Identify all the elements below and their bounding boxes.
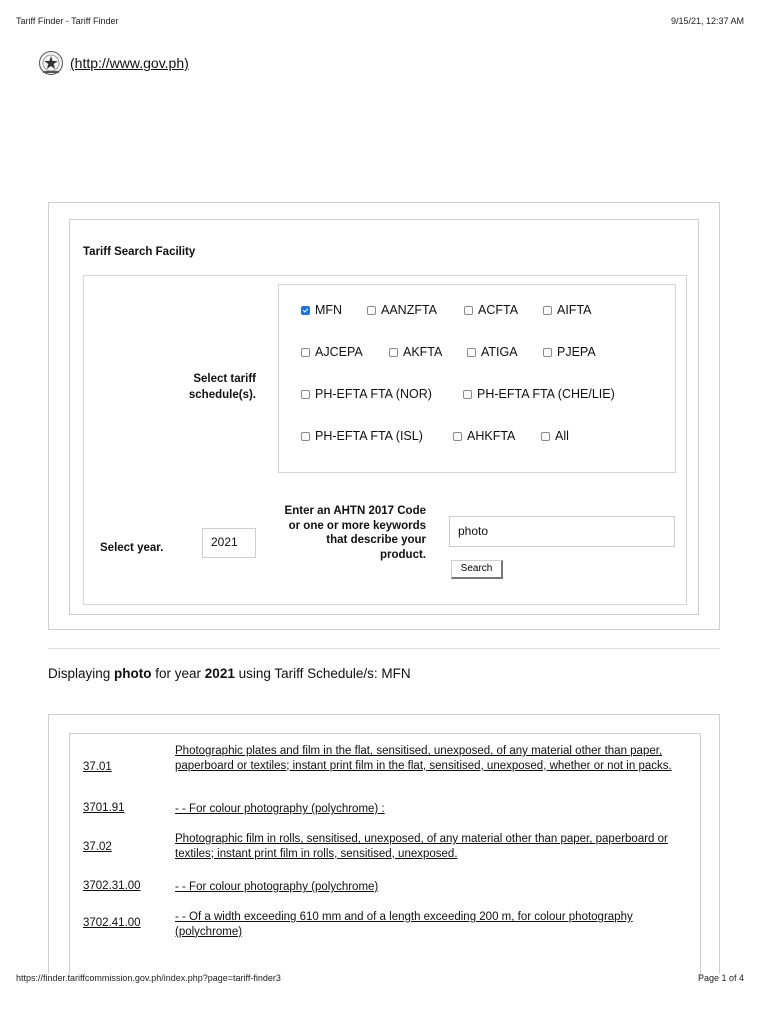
- checkbox-label: PH-EFTA FTA (CHE/LIE): [477, 387, 615, 401]
- schedule-option-atiga[interactable]: [467, 345, 518, 359]
- summary-prefix: Displaying: [48, 666, 115, 681]
- facility-title: Tariff Search Facility: [83, 246, 196, 258]
- checkbox-label: MFN: [315, 303, 343, 317]
- checkbox-label: AHKFTA: [467, 429, 516, 443]
- schedule-option-acfta[interactable]: [464, 303, 518, 317]
- philippine-seal-icon: [38, 50, 64, 76]
- print-url: https://finder.tariffcommission.gov.ph/index.php?page=tariff-finder3: [16, 973, 281, 983]
- tariff-description-link[interactable]: - - For colour photography (polychrome): [175, 881, 379, 893]
- summary-year: 2021: [204, 666, 235, 681]
- checkbox-label: AIFTA: [557, 303, 592, 317]
- checkbox[interactable]: [301, 390, 310, 399]
- schedule-option-all[interactable]: [541, 429, 569, 443]
- results-summary: [48, 666, 411, 681]
- schedule-option-aifta[interactable]: [543, 303, 592, 317]
- print-datetime: 9/15/21, 12:37 AM: [670, 16, 744, 26]
- gov-ph-link[interactable]: [38, 50, 189, 76]
- checkbox-label: AKFTA: [403, 345, 443, 359]
- summary-suffix: using Tariff Schedule/s: MFN: [234, 666, 411, 681]
- checkbox-label: ATIGA: [481, 345, 518, 359]
- schedule-option-mfn[interactable]: [301, 303, 342, 317]
- tariff-description-link[interactable]: - - Of a width exceeding 610 mm and of a length exceeding 200 m, for colour photography (polychrome): [175, 911, 633, 938]
- tariff-code-link[interactable]: 3701.91: [83, 802, 125, 814]
- checkbox[interactable]: [543, 348, 552, 357]
- print-footer: [16, 973, 744, 983]
- checkbox[interactable]: [301, 432, 310, 441]
- checkbox-label: PH-EFTA FTA (NOR): [315, 387, 432, 401]
- results-panel: [48, 714, 720, 974]
- year-label: Select year.: [100, 542, 164, 554]
- results-table: [69, 733, 701, 978]
- checkbox[interactable]: [301, 348, 310, 357]
- search-input[interactable]: photo: [449, 516, 675, 547]
- checkbox[interactable]: [367, 306, 376, 315]
- gov-link-text[interactable]: (http://www.gov.ph): [70, 55, 189, 71]
- checkbox[interactable]: [541, 432, 550, 441]
- print-header: [16, 16, 744, 26]
- schedule-option-aanzfta[interactable]: [367, 303, 437, 317]
- schedule-option-ajcepa[interactable]: [301, 345, 363, 359]
- year-select[interactable]: 2021: [202, 528, 256, 558]
- schedule-option-ph-efta-fta-isl[interactable]: [301, 429, 423, 443]
- print-title: Tariff Finder - Tariff Finder: [16, 16, 119, 26]
- search-form: [83, 275, 687, 605]
- schedule-option-ahkfta[interactable]: [453, 429, 515, 443]
- tariff-description-link[interactable]: Photographic plates and film in the flat, sensitised, unexposed, of any material other than paper, paperboard or textiles; instant print film in the flat, sensitised, unexposed, whether or not in packs.: [175, 745, 672, 772]
- tariff-code-link[interactable]: 3702.41.00: [83, 917, 141, 929]
- search-panel: [48, 202, 720, 630]
- schedule-option-ph-efta-fta-nor[interactable]: [301, 387, 432, 401]
- tariff-description-link[interactable]: Photographic film in rolls, sensitised, unexposed, of any material other than paper, paperboard or textiles; instant print film in rolls, sensitised, unexposed.: [175, 833, 668, 860]
- checkbox[interactable]: [467, 348, 476, 357]
- checkbox[interactable]: [543, 306, 552, 315]
- schedule-option-akfta[interactable]: [389, 345, 442, 359]
- tariff-code-link[interactable]: 37.02: [83, 841, 112, 853]
- schedule-label: Select tariff schedule(s).: [188, 373, 256, 401]
- summary-query: photo: [114, 666, 152, 681]
- print-page: Page 1 of 4: [697, 973, 744, 983]
- checkbox-label: AJCEPA: [315, 345, 363, 359]
- schedule-option-ph-efta-fta-che-lie[interactable]: [463, 387, 615, 401]
- checkbox[interactable]: [301, 306, 310, 315]
- tariff-description-link[interactable]: - - For colour photography (polychrome) :: [175, 803, 385, 815]
- checkbox-label: PJEPA: [557, 345, 596, 359]
- checkbox-label: ACFTA: [478, 303, 519, 317]
- checkbox-label: PH-EFTA FTA (ISL): [315, 429, 423, 443]
- tariff-code-link[interactable]: 37.01: [83, 761, 112, 773]
- tariff-code-link[interactable]: 3702.31.00: [83, 880, 141, 892]
- checkbox[interactable]: [453, 432, 462, 441]
- divider: [48, 648, 720, 649]
- schedule-option-pjepa[interactable]: [543, 345, 596, 359]
- search-button[interactable]: Search: [451, 560, 503, 579]
- checkbox[interactable]: [463, 390, 472, 399]
- summary-mid: for year: [151, 666, 205, 681]
- schedule-checkbox-group: [278, 284, 676, 473]
- checkbox[interactable]: [464, 306, 473, 315]
- checkbox[interactable]: [389, 348, 398, 357]
- search-panel-inner: [69, 219, 699, 615]
- ahtn-label: Enter an AHTN 2017 Code or one or more keywords that describe your product.: [284, 505, 426, 561]
- checkbox-label: All: [555, 429, 569, 443]
- checkbox-label: AANZFTA: [381, 303, 438, 317]
